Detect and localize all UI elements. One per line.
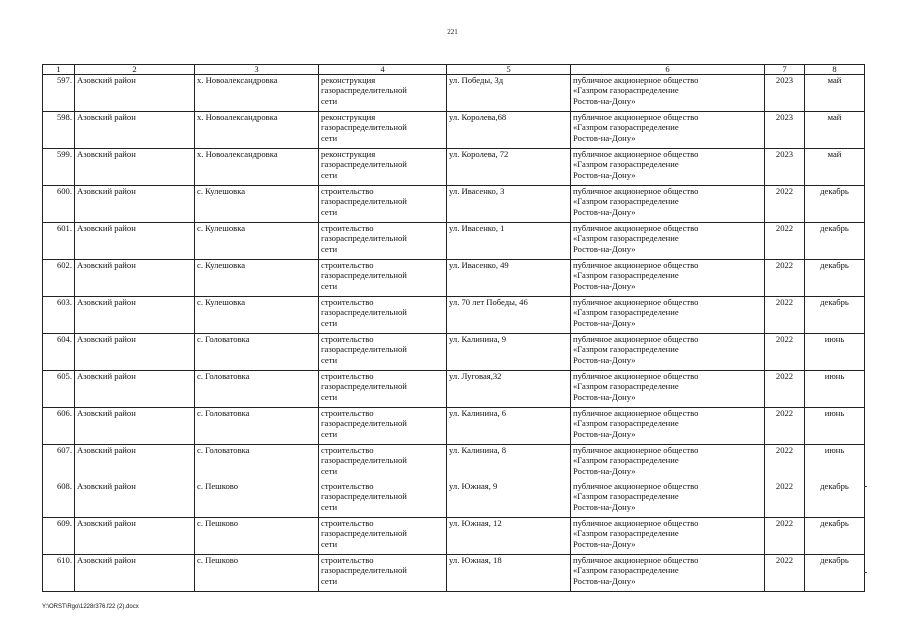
month-cell: июнь [805, 408, 865, 445]
work-type-cell-line: газораспределительной [321, 196, 407, 207]
work-type-cell-line: сети [321, 354, 338, 365]
work-type-cell-line: сети [321, 575, 338, 586]
organization-cell [571, 186, 765, 223]
year-cell: 2023 [765, 112, 805, 149]
address-cell: ул. Королева, 72 [447, 149, 571, 186]
column-number-header [43, 65, 865, 75]
organization-cell-line: Ростов-на-Дону» [573, 317, 636, 328]
organization-cell [571, 223, 765, 260]
year-cell: 2022 [765, 297, 805, 334]
work-type-cell-line: строительство [321, 334, 374, 344]
work-type-cell-line: газораспределительной [321, 233, 407, 244]
district-cell: Азовский район [75, 408, 195, 445]
table-row [43, 112, 865, 149]
table-row [43, 445, 865, 482]
organization-cell [571, 297, 765, 334]
work-type-cell-line: реконструкция [321, 149, 376, 159]
work-type-cell-line: газораспределительной [321, 159, 407, 170]
row-number-cell: 597. [43, 75, 75, 112]
organization-cell-line: «Газпром газораспределение [573, 159, 679, 170]
work-type-cell-line: строительство [321, 260, 374, 270]
work-type-cell-line: реконструкция [321, 75, 376, 85]
organization-cell-line: публичное акционерное общество [573, 518, 699, 528]
work-type-cell-line: строительство [321, 408, 374, 418]
organization-cell-line: публичное акционерное общество [573, 555, 699, 565]
locality-cell: с. Пешково [195, 481, 319, 518]
month-cell: декабрь [805, 518, 865, 555]
work-type-cell-line: газораспределительной [321, 381, 407, 392]
district-cell: Азовский район [75, 334, 195, 371]
organization-cell-line: публичное акционерное общество [573, 481, 699, 491]
work-type-cell-line: сети [321, 501, 338, 512]
work-type-cell-line: газораспределительной [321, 270, 407, 281]
work-type-cell-line: строительство [321, 186, 374, 196]
row-number-cell: 599. [43, 149, 75, 186]
file-path-footer: Y:\ORST\Rgo\1228r376.f22 (2).docx [42, 604, 139, 610]
organization-cell-line: «Газпром газораспределение [573, 307, 679, 318]
month-cell: декабрь [805, 297, 865, 334]
organization-cell-line: Ростов-на-Дону» [573, 206, 636, 217]
column-header: 8 [805, 65, 865, 75]
table-row [43, 481, 865, 518]
year-cell: 2022 [765, 518, 805, 555]
district-cell: Азовский район [75, 149, 195, 186]
organization-cell-line: Ростов-на-Дону» [573, 95, 636, 106]
address-cell: ул. Королева,68 [447, 112, 571, 149]
organization-cell [571, 75, 765, 112]
organization-cell-line: Ростов-на-Дону» [573, 465, 636, 476]
work-type-cell-line: сети [321, 206, 338, 217]
organization-cell-line: «Газпром газораспределение [573, 565, 679, 576]
organization-cell-line: публичное акционерное общество [573, 334, 699, 344]
address-cell: ул. Калинина, 9 [447, 334, 571, 371]
locality-cell: х. Новоалександровка [195, 149, 319, 186]
locality-cell: с. Головатовка [195, 408, 319, 445]
address-cell: ул. Южная, 12 [447, 518, 571, 555]
row-number-cell: 598. [43, 112, 75, 149]
month-cell: декабрь [805, 481, 865, 518]
locality-cell: с. Головатовка [195, 371, 319, 408]
locality-cell: х. Новоалександровка [195, 112, 319, 149]
work-type-cell [319, 445, 447, 482]
table-row [43, 334, 865, 371]
work-type-cell [319, 481, 447, 518]
work-type-cell [319, 223, 447, 260]
organization-cell-line: «Газпром газораспределение [573, 270, 679, 281]
district-cell: Азовский район [75, 445, 195, 482]
organization-cell [571, 555, 765, 592]
organization-cell [571, 445, 765, 482]
work-type-cell-line: газораспределительной [321, 344, 407, 355]
table-row [43, 408, 865, 445]
year-cell: 2022 [765, 260, 805, 297]
work-type-cell-line: газораспределительной [321, 491, 407, 502]
organization-cell-line: «Газпром газораспределение [573, 344, 679, 355]
work-type-cell [319, 112, 447, 149]
district-cell: Азовский район [75, 371, 195, 408]
organization-cell [571, 518, 765, 555]
work-type-cell-line: газораспределительной [321, 307, 407, 318]
month-cell: май [805, 75, 865, 112]
work-type-cell-line: сети [321, 95, 338, 106]
organization-cell-line: «Газпром газораспределение [573, 455, 679, 466]
district-cell: Азовский район [75, 555, 195, 592]
work-type-cell [319, 297, 447, 334]
address-cell: ул. Ивасенко, 3 [447, 186, 571, 223]
row-number-cell: 608. [43, 481, 75, 518]
year-cell: 2022 [765, 334, 805, 371]
work-type-cell-line: газораспределительной [321, 528, 407, 539]
table-row [43, 223, 865, 260]
organization-cell-line: публичное акционерное общество [573, 223, 699, 233]
work-type-cell-line: сети [321, 243, 338, 254]
work-type-cell-line: сети [321, 391, 338, 402]
work-type-cell-line: строительство [321, 297, 374, 307]
work-type-cell [319, 518, 447, 555]
organization-cell [571, 334, 765, 371]
organization-cell-line: публичное акционерное общество [573, 371, 699, 381]
work-type-cell-line: газораспределительной [321, 455, 407, 466]
organization-cell-line: публичное акционерное общество [573, 112, 699, 122]
address-cell: ул. Луговая,32 [447, 371, 571, 408]
address-cell: ул. Калинина, 8 [447, 445, 571, 482]
row-number-cell: 602. [43, 260, 75, 297]
row-number-cell: 604. [43, 334, 75, 371]
organization-cell-line: Ростов-на-Дону» [573, 169, 636, 180]
row-number-cell: 605. [43, 371, 75, 408]
row-number-cell: 610. [43, 555, 75, 592]
organization-cell-line: «Газпром газораспределение [573, 85, 679, 96]
work-type-cell-line: сети [321, 538, 338, 549]
column-header: 2 [75, 65, 195, 75]
work-type-cell-line: строительство [321, 371, 374, 381]
organization-cell [571, 371, 765, 408]
year-cell: 2022 [765, 223, 805, 260]
table-row [43, 371, 865, 408]
organization-cell-line: публичное акционерное общество [573, 445, 699, 455]
organization-cell-line: Ростов-на-Дону» [573, 243, 636, 254]
year-cell: 2022 [765, 371, 805, 408]
column-header: 1 [43, 65, 75, 75]
work-type-cell [319, 408, 447, 445]
table-row [43, 186, 865, 223]
organization-cell-line: «Газпром газораспределение [573, 196, 679, 207]
column-header: 7 [765, 65, 805, 75]
district-cell: Азовский район [75, 260, 195, 297]
organization-cell-line: Ростов-на-Дону» [573, 501, 636, 512]
district-cell: Азовский район [75, 481, 195, 518]
year-cell: 2022 [765, 555, 805, 592]
address-cell: ул. 70 лет Победы, 46 [447, 297, 571, 334]
row-number-cell: 603. [43, 297, 75, 334]
row-number-cell: 607. [43, 445, 75, 482]
organization-cell-line: Ростов-на-Дону» [573, 132, 636, 143]
work-type-cell-line: сети [321, 428, 338, 439]
register-table [42, 64, 865, 592]
work-type-cell [319, 260, 447, 297]
work-type-cell-line: сети [321, 317, 338, 328]
organization-cell-line: публичное акционерное общество [573, 186, 699, 196]
month-cell: июнь [805, 334, 865, 371]
organization-cell-line: публичное акционерное общество [573, 149, 699, 159]
year-cell: 2022 [765, 408, 805, 445]
locality-cell: с. Кулешовка [195, 223, 319, 260]
row-number-cell: 609. [43, 518, 75, 555]
column-header: 4 [319, 65, 447, 75]
table-row [43, 297, 865, 334]
column-header: 5 [447, 65, 571, 75]
locality-cell: с. Головатовка [195, 334, 319, 371]
row-number-cell: 600. [43, 186, 75, 223]
month-cell: декабрь [805, 186, 865, 223]
work-type-cell [319, 555, 447, 592]
work-type-cell-line: сети [321, 132, 338, 143]
work-type-cell [319, 371, 447, 408]
month-cell: июнь [805, 371, 865, 408]
organization-cell-line: «Газпром газораспределение [573, 233, 679, 244]
locality-cell: с. Пешково [195, 555, 319, 592]
district-cell: Азовский район [75, 518, 195, 555]
address-cell: ул. Победы, 3д [447, 75, 571, 112]
district-cell: Азовский район [75, 186, 195, 223]
work-type-cell [319, 75, 447, 112]
page-number: 221 [447, 28, 458, 36]
organization-cell [571, 408, 765, 445]
organization-cell [571, 149, 765, 186]
locality-cell: с. Головатовка [195, 445, 319, 482]
locality-cell: с. Пешково [195, 518, 319, 555]
work-type-cell-line: строительство [321, 481, 374, 491]
organization-cell [571, 260, 765, 297]
edge-mark [864, 486, 867, 487]
organization-cell-line: Ростов-на-Дону» [573, 575, 636, 586]
year-cell: 2022 [765, 481, 805, 518]
table-row [43, 260, 865, 297]
work-type-cell [319, 334, 447, 371]
month-cell: декабрь [805, 223, 865, 260]
work-type-cell-line: сети [321, 169, 338, 180]
district-cell: Азовский район [75, 297, 195, 334]
work-type-cell-line: сети [321, 465, 338, 476]
organization-cell-line: «Газпром газораспределение [573, 528, 679, 539]
work-type-cell-line: газораспределительной [321, 85, 407, 96]
address-cell: ул. Ивасенко, 49 [447, 260, 571, 297]
table-row [43, 149, 865, 186]
table-row [43, 555, 865, 592]
year-cell: 2023 [765, 75, 805, 112]
organization-cell [571, 481, 765, 518]
locality-cell: с. Кулешовка [195, 186, 319, 223]
row-number-cell: 606. [43, 408, 75, 445]
work-type-cell-line: реконструкция [321, 112, 376, 122]
year-cell: 2022 [765, 186, 805, 223]
organization-cell-line: «Газпром газораспределение [573, 122, 679, 133]
address-cell: ул. Южная, 9 [447, 481, 571, 518]
organization-cell-line: Ростов-на-Дону» [573, 391, 636, 402]
locality-cell: х. Новоалександровка [195, 75, 319, 112]
work-type-cell-line: газораспределительной [321, 122, 407, 133]
organization-cell-line: публичное акционерное общество [573, 260, 699, 270]
edge-mark [864, 572, 867, 573]
month-cell: июнь [805, 445, 865, 482]
organization-cell-line: «Газпром газораспределение [573, 381, 679, 392]
table-body [43, 75, 865, 592]
locality-cell: с. Кулешовка [195, 297, 319, 334]
work-type-cell [319, 149, 447, 186]
organization-cell-line: «Газпром газораспределение [573, 418, 679, 429]
work-type-cell-line: газораспределительной [321, 565, 407, 576]
district-cell: Азовский район [75, 75, 195, 112]
organization-cell [571, 112, 765, 149]
work-type-cell-line: строительство [321, 555, 374, 565]
work-type-cell [319, 186, 447, 223]
district-cell: Азовский район [75, 223, 195, 260]
month-cell: май [805, 112, 865, 149]
month-cell: май [805, 149, 865, 186]
organization-cell-line: публичное акционерное общество [573, 408, 699, 418]
column-header: 3 [195, 65, 319, 75]
work-type-cell-line: строительство [321, 223, 374, 233]
table-row [43, 75, 865, 112]
district-cell: Азовский район [75, 112, 195, 149]
month-cell: декабрь [805, 555, 865, 592]
year-cell: 2023 [765, 149, 805, 186]
organization-cell-line: «Газпром газораспределение [573, 491, 679, 502]
address-cell: ул. Калинина, 6 [447, 408, 571, 445]
address-cell: ул. Южная, 18 [447, 555, 571, 592]
column-header: 6 [571, 65, 765, 75]
work-type-cell-line: строительство [321, 518, 374, 528]
organization-cell-line: публичное акционерное общество [573, 75, 699, 85]
row-number-cell: 601. [43, 223, 75, 260]
work-type-cell-line: строительство [321, 445, 374, 455]
work-type-cell-line: сети [321, 280, 338, 291]
month-cell: декабрь [805, 260, 865, 297]
organization-cell-line: Ростов-на-Дону» [573, 538, 636, 549]
organization-cell-line: Ростов-на-Дону» [573, 280, 636, 291]
table-row [43, 518, 865, 555]
work-type-cell-line: газораспределительной [321, 418, 407, 429]
address-cell: ул. Ивасенко, 1 [447, 223, 571, 260]
organization-cell-line: публичное акционерное общество [573, 297, 699, 307]
organization-cell-line: Ростов-на-Дону» [573, 428, 636, 439]
locality-cell: с. Кулешовка [195, 260, 319, 297]
organization-cell-line: Ростов-на-Дону» [573, 354, 636, 365]
year-cell: 2022 [765, 445, 805, 482]
